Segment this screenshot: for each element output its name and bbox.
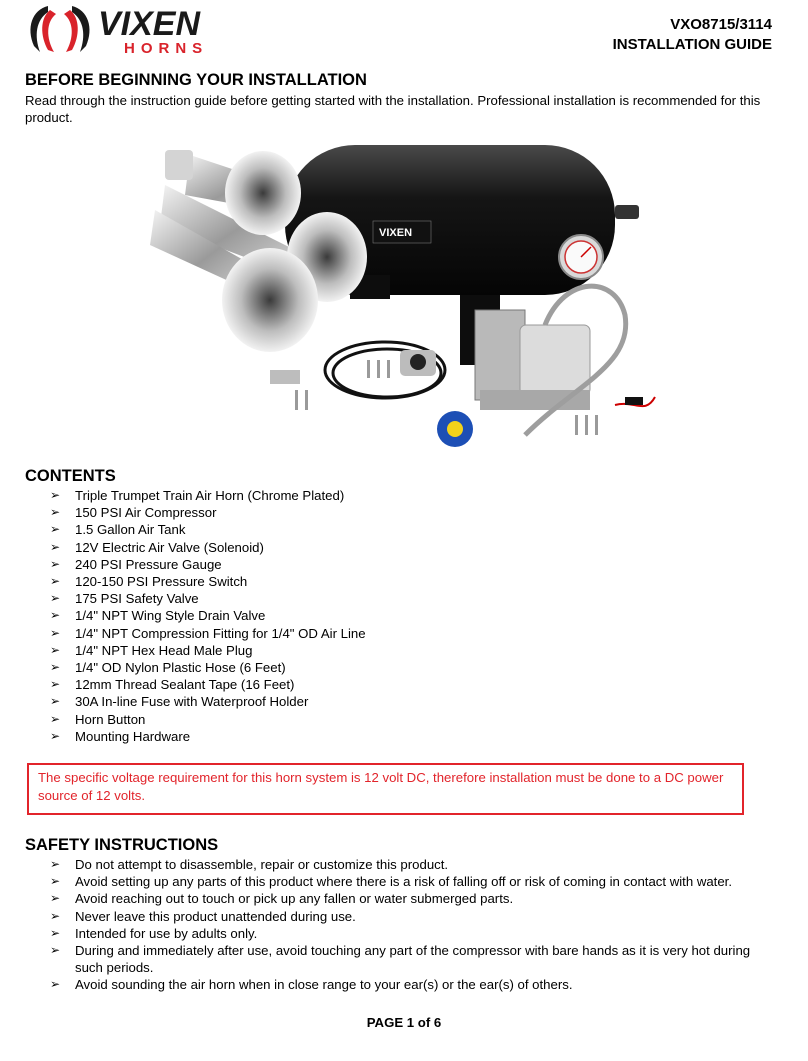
contents-list — [50, 487, 366, 745]
contents-item: ➢ Mounting Hardware — [50, 728, 366, 745]
tank-label: VIXEN — [379, 227, 413, 239]
contents-item: ➢ 175 PSI Safety Valve — [50, 590, 366, 607]
voltage-warning-text: The specific voltage requirement for this horn system is 12 volt DC, therefore installation must be done to a DC power source of 12 volts. — [38, 770, 724, 803]
contents-item: ➢ 240 PSI Pressure Gauge — [50, 556, 366, 573]
vixen-horns-logo — [26, 2, 241, 56]
safety-heading: SAFETY INSTRUCTIONS — [25, 836, 219, 854]
contents-item: ➢ 1/4" NPT Hex Head Male Plug — [50, 642, 366, 659]
product-photo — [135, 135, 680, 455]
safety-item: ➢ Avoid sounding the air horn when in close range to your ear(s) or the ear(s) of others. — [50, 976, 780, 993]
safety-item: ➢ Never leave this product unattended during use. — [50, 908, 780, 925]
safety-item: ➢ Avoid setting up any parts of this product where there is a risk of falling off or risk of coming in contact with water. — [50, 873, 780, 890]
contents-item: ➢ 1/4" OD Nylon Plastic Hose (6 Feet) — [50, 659, 366, 676]
document-id — [613, 15, 772, 55]
pressure-switch — [615, 205, 639, 219]
safety-item: ➢ During and immediately after use, avoid touching any part of the compressor with bare hands as it is very hot during such periods. — [50, 942, 780, 976]
safety-item: ➢ Do not attempt to disassemble, repair or customize this product. — [50, 856, 780, 873]
safety-item: ➢ Intended for use by adults only. — [50, 925, 780, 942]
pressure-gauge — [559, 235, 603, 279]
contents-item: ➢ 12mm Thread Sealant Tape (16 Feet) — [50, 676, 366, 693]
contents-item: ➢ 1/4" NPT Wing Style Drain Valve — [50, 607, 366, 624]
contents-item: ➢ 150 PSI Air Compressor — [50, 504, 366, 521]
contents-item: ➢ 1/4" NPT Compression Fitting for 1/4" OD Air Line — [50, 625, 366, 642]
model-number: VXO8715/3114 — [670, 16, 772, 33]
contents-item: ➢ Triple Trumpet Train Air Horn (Chrome Plated) — [50, 487, 366, 504]
contents-item: ➢ 12V Electric Air Valve (Solenoid) — [50, 539, 366, 556]
guide-title: INSTALLATION GUIDE — [612, 36, 772, 53]
contents-heading: CONTENTS — [25, 467, 116, 485]
before-text: Read through the instruction guide before getting started with the installation. Professional installation is recommended for this product. — [25, 93, 761, 125]
contents-item: ➢ 30A In-line Fuse with Waterproof Holder — [50, 693, 366, 710]
contents-item: ➢ Horn Button — [50, 711, 366, 728]
page-number: PAGE 1 of 6 — [366, 1015, 442, 1030]
safety-list — [50, 856, 780, 994]
before-heading: BEFORE BEGINNING YOUR INSTALLATION — [25, 71, 367, 89]
logo-brand: VIXEN — [98, 5, 201, 43]
voltage-warning — [27, 763, 744, 815]
logo-sub: HORNS — [124, 40, 209, 56]
safety-item: ➢ Avoid reaching out to touch or pick up any fallen or water submerged parts. — [50, 890, 780, 907]
contents-item: ➢ 1.5 Gallon Air Tank — [50, 521, 366, 538]
contents-item: ➢ 120-150 PSI Pressure Switch — [50, 573, 366, 590]
